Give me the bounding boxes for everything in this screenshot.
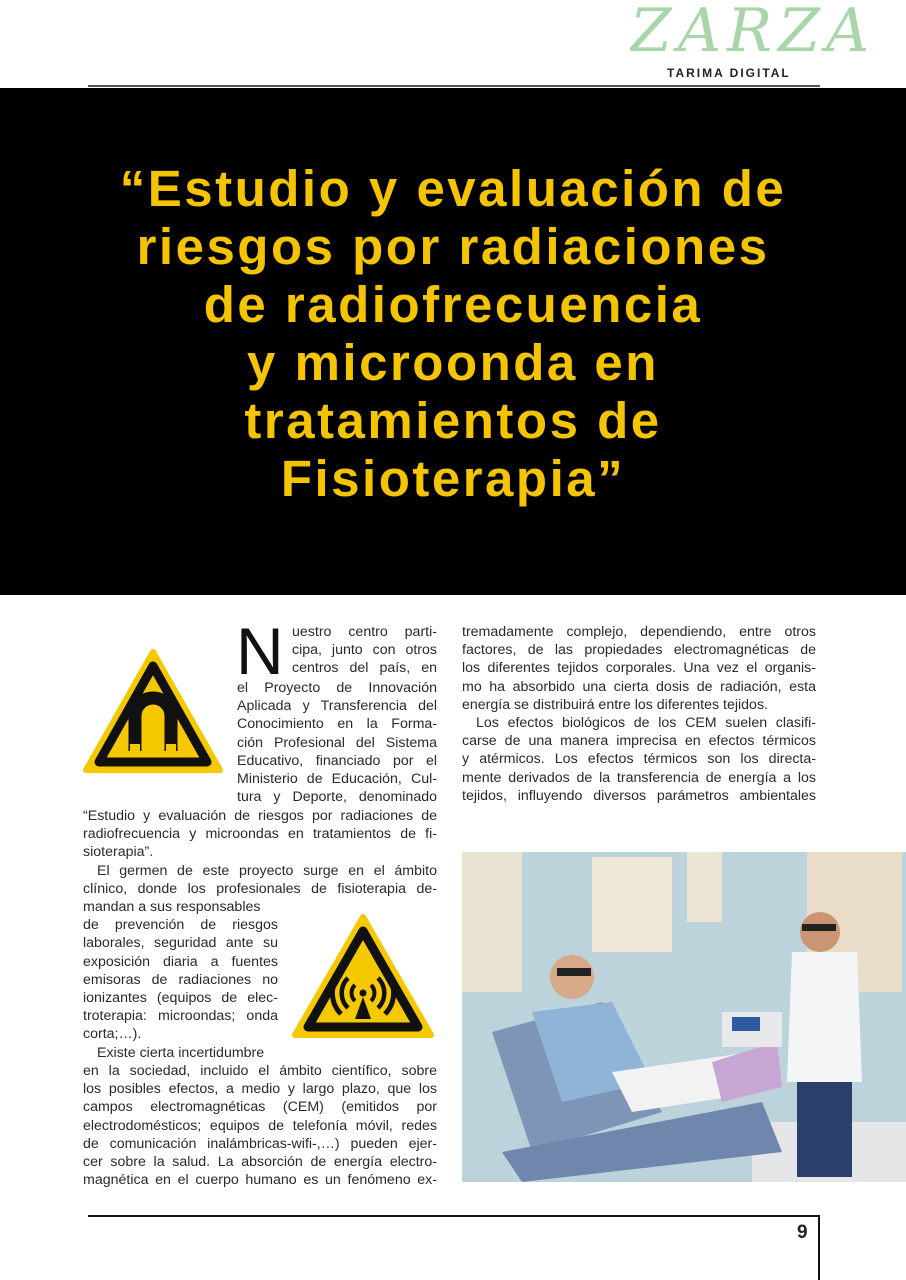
article-block-c xyxy=(83,807,437,898)
title-line: tratamientos de xyxy=(244,392,662,449)
logo-tagline: TARIMA DIGITAL xyxy=(667,66,791,80)
text-line: tejidos, influyendo diversos parámetros ambientales xyxy=(462,787,816,804)
article-block-e xyxy=(83,1062,437,1189)
drop-cap: N xyxy=(236,622,284,680)
text-line: campos electromagnéticas (CEM) (emitidos por xyxy=(83,1099,437,1116)
text-line: El germen de este proyecto surge en el ámbito xyxy=(97,862,437,879)
zarza-logo: ZARZA xyxy=(630,0,876,62)
text-line: laborales, seguridad ante su xyxy=(83,935,278,952)
text-line: mandan a sus responsables xyxy=(83,899,261,915)
article-block-f xyxy=(462,623,816,805)
text-line: electrodomésticos; equipos de telefonía móvil, redes xyxy=(83,1117,437,1134)
article-block-a xyxy=(292,623,437,678)
text-line: los posibles efectos, a medio y largo plazo, que los xyxy=(83,1081,437,1098)
text-line: troterapia: microondas; onda xyxy=(83,1008,278,1025)
text-line: y atérmicos. Los efectos térmicos son los directa- xyxy=(462,751,816,768)
text-line: cipa, junto con otros xyxy=(292,642,437,659)
text-line: sioterapia”. xyxy=(83,844,154,861)
text-line: carse de una manera imprecisa en efectos térmicos xyxy=(462,733,816,750)
text-line: emisoras de radiaciones no xyxy=(83,971,278,988)
title-line: y microonda en xyxy=(247,334,659,391)
text-line: en la sociedad, incluido el ámbito científico, sobre xyxy=(83,1063,437,1079)
title-line: Fisioterapia” xyxy=(280,450,626,507)
text-line: mo ha absorbido una cierta dosis de radiación, esta xyxy=(462,678,816,695)
text-line: los diferentes tejidos corporales. Una vez el organis- xyxy=(462,660,816,677)
text-line: centros del país, en xyxy=(292,660,437,677)
article-block-b xyxy=(237,679,437,806)
text-line: de prevención de riesgos xyxy=(83,917,278,934)
text-line: Ministerio de Educación, Cul- xyxy=(237,770,437,787)
title-line: “Estudio y evaluación de xyxy=(119,160,787,217)
title-line: de radiofrecuencia xyxy=(203,276,703,333)
text-line: tura y Deporte, denominado xyxy=(237,789,437,806)
text-line: Conocimiento en la Forma- xyxy=(237,716,437,733)
text-line: ción Profesional del Sistema xyxy=(237,734,437,751)
non-ionizing-radiation-warning-icon xyxy=(291,913,435,1041)
magnetic-field-warning-icon xyxy=(82,648,224,776)
text-line: exposición diaria a fuentes xyxy=(83,953,278,970)
page-number: 9 xyxy=(797,1222,808,1243)
text-line: clínico, donde los profesionales de fisioterapia de- xyxy=(83,880,437,897)
text-line: Existe cierta incertidumbre xyxy=(97,1044,265,1061)
text-line: ionizantes (equipos de elec- xyxy=(83,989,278,1006)
header-divider xyxy=(88,85,820,87)
text-line: energía se distribuirá entre los diferentes tejidos. xyxy=(462,696,768,713)
footer-divider xyxy=(88,1215,819,1217)
text-line: uestro centro parti- xyxy=(292,624,437,640)
text-line: el Proyecto de Innovación xyxy=(237,680,437,696)
text-line: Los efectos biológicos de los CEM suelen clasifi- xyxy=(476,714,816,731)
article-block-d xyxy=(83,898,278,1062)
text-line: Aplicada y Transferencia del xyxy=(237,698,437,715)
text-line: “Estudio y evaluación de riesgos por radiaciones de xyxy=(83,808,437,824)
text-line: cer sobre la salud. La absorción de energía electro- xyxy=(83,1153,437,1170)
text-line: mente derivados de la transferencia de energía a los xyxy=(462,769,816,786)
text-line: Educativo, financiado por el xyxy=(237,752,437,769)
text-line: de comunicación inalámbricas-wifi-,…) pueden ejer- xyxy=(83,1135,437,1152)
text-line: tremadamente complejo, dependiendo, entre otros xyxy=(462,624,816,640)
article-title xyxy=(40,160,866,508)
physiotherapy-treatment-photo xyxy=(462,852,906,1182)
text-line: radiofrecuencia y microondas en tratamientos de fi- xyxy=(83,826,437,843)
footer-vertical-rule xyxy=(818,1215,820,1280)
text-line: factores, de las propiedades electromagnéticas de xyxy=(462,642,816,659)
text-line: magnética en el cuerpo humano es un fenómeno ex- xyxy=(83,1172,437,1189)
text-line: corta;…). xyxy=(83,1026,142,1043)
title-line: riesgos por radiaciones xyxy=(136,218,770,275)
